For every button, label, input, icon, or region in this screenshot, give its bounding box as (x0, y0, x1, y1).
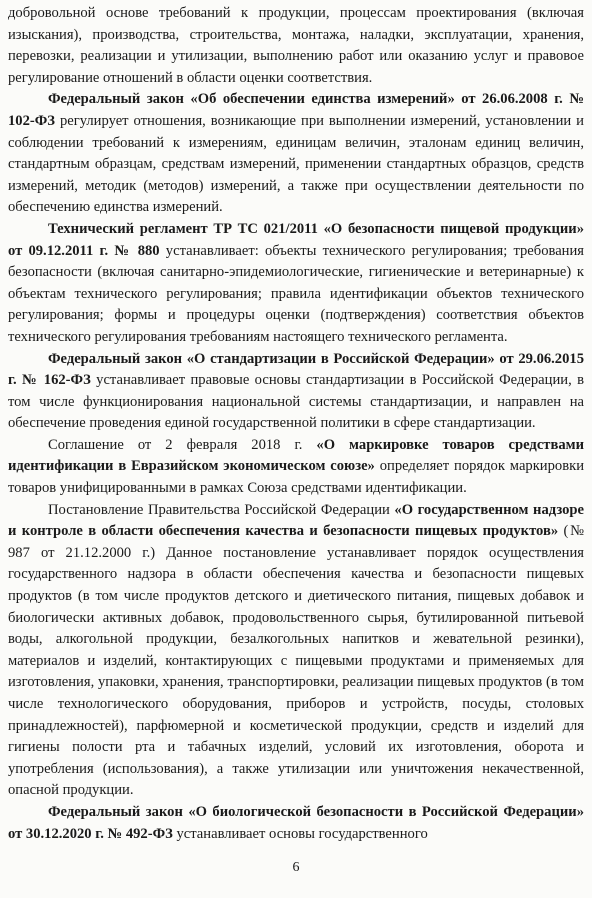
document-paragraph (8, 219, 584, 349)
document-paragraph (8, 435, 584, 500)
text-run: Соглашение от 2 февраля 2018 г. (48, 436, 317, 453)
bold-text-run: «О маркировке товаров средствами идентификации в Евразийском экономическом союзе» (8, 436, 584, 475)
text-run: добровольной основе требований к продукции, процессам проектирования (включая изыскания), производства, строительства, монтажа, наладки, эксплуатации, хранения, перевозки, реализации и утилизации, выполнению работ или оказанию услуг и правовое регулирование отношений в области оценки соответствия. (8, 5, 584, 86)
document-paragraph (8, 3, 584, 89)
document-paragraph (8, 349, 584, 435)
bold-text-run: «О государственном надзоре и контроле в области обеспечения качества и безопасности пищевых продуктов» (8, 501, 584, 540)
document-body (8, 3, 584, 845)
text-run: устанавливает правовые основы стандартизации в Российской Федерации, в том числе функционирования национальной системы стандартизации, и направлен на обеспечение проведения единой государственной политики в сфере стандартизации. (8, 372, 584, 432)
bold-text-run: Федеральный закон «О стандартизации в Российской Федерации» от 29.06.2015 г. № 162-ФЗ (8, 350, 584, 389)
bold-text-run: Федеральный закон «Об обеспечении единства измерений» от 26.06.2008 г. № 102-ФЗ (8, 91, 584, 129)
document-paragraph (8, 802, 584, 845)
bold-text-run: Федеральный закон «О биологической безопасности в Российской Федерации» от 30.12.2020 г. № 492-ФЗ (8, 803, 584, 842)
text-run: определяет порядок маркировки товаров унифицированными в рамках Союза средствами идентификации. (8, 458, 584, 497)
text-run: регулирует отношения, возникающие при выполнении измерений, установлении и соблюдении требований к измерениям, единицам величин, эталонам единиц величин, стандартным образцам, средствам измерений, применении стандартных образцов, средств измерений, методик (методов) измерений, а также при осуществлении деятельности по обеспечению единства измерений. (8, 112, 584, 216)
text-run: (№ 987 от 21.12.2000 г.) Данное постановление устанавливает порядок осуществления государственного надзора в области обеспечения качества и безопасности пищевых продуктов (в том числе продуктов детского и диетического питания, пищевых добавок и биологически активных добавок, продовольственного сырья, бутилированной питьевой воды, алкогольной продукции, безалкогольных напитков и жевательной резинки), материалов и изделий, контактирующих с пищевыми продуктами и применяемых для изготовления, упаковки, хранения, транспортировки, реализации пищевых продуктов (в том числе технологического оборудования, приборов и устройств, посуды, столовых принадлежностей), парфюмерной и косметической продукции, средств и изделий для гигиены полости рта и табачных изделий, условий их изготовления, оборота и употребления (использования), а также утилизации или уничтожения некачественной, опасной продукции. (8, 523, 584, 799)
bold-text-run: Технический регламент ТР ТС 021/2011 «О безопасности пищевой продукции» от 09.12.2011 г. № 880 (8, 220, 584, 259)
document-paragraph (8, 500, 584, 802)
page-number: 6 (292, 860, 300, 875)
text-run: Постановление Правительства Российской Федерации (48, 501, 395, 518)
text-run: устанавливает основы государственного (172, 825, 428, 842)
text-run: устанавливает: объекты технического регулирования; требования безопасности (включая санитарно-эпидемиологические, гигиенические и ветеринарные) к объектам технического регулирования; правила идентификации объектов технического регулирования; формы и процедуры оценки (подтверждения) соответствия объектов технического регулирования требованиям настоящего технического регламента. (8, 242, 584, 345)
document-paragraph (8, 89, 584, 219)
